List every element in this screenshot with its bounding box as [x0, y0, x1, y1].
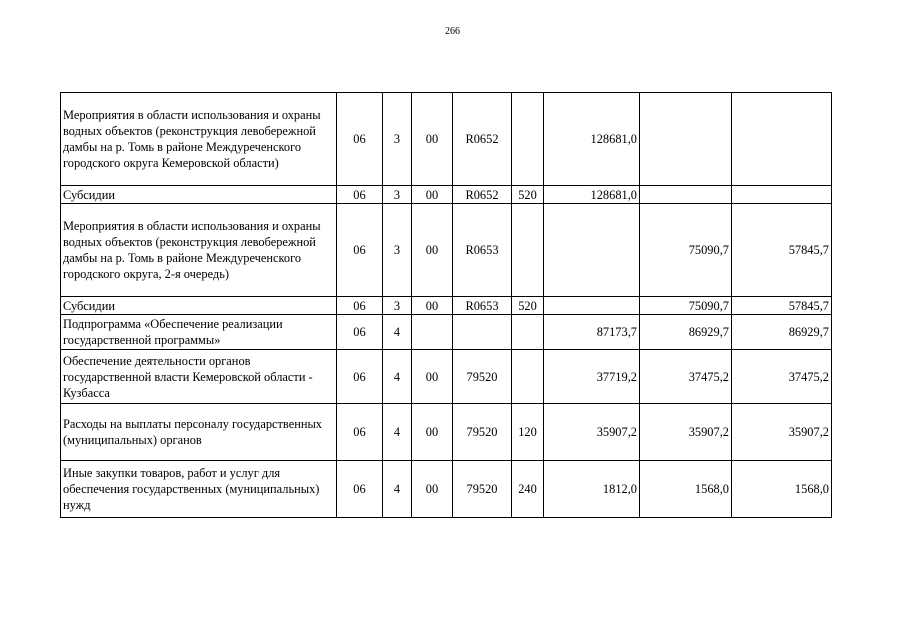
- row-vr: [512, 350, 544, 404]
- row-sum-2: 35907,2: [640, 404, 732, 461]
- table-row: [61, 297, 832, 315]
- row-code: R0653: [453, 204, 512, 297]
- row-cs: 00: [412, 297, 453, 315]
- row-name: Мероприятия в области использования и охраны водных объектов (реконструкция левобережной дамбы на р. Томь в районе Междуреченского городского округа, 2-я очередь): [61, 204, 337, 297]
- row-sum-2: [640, 93, 732, 186]
- row-sum-1: 128681,0: [544, 186, 640, 204]
- row-cs: 00: [412, 204, 453, 297]
- row-pr: 4: [383, 461, 412, 518]
- row-rz: 06: [337, 204, 383, 297]
- row-name: Мероприятия в области использования и охраны водных объектов (реконструкция левобережной дамбы на р. Томь в районе Междуреченского городского округа Кемеровской области): [61, 93, 337, 186]
- table-row: [61, 204, 832, 297]
- row-name: Расходы на выплаты персоналу государственных (муниципальных) органов: [61, 404, 337, 461]
- row-sum-1: 1812,0: [544, 461, 640, 518]
- row-sum-1: [544, 204, 640, 297]
- row-cs: [412, 315, 453, 350]
- row-code: [453, 315, 512, 350]
- row-pr: 4: [383, 350, 412, 404]
- row-cs: 00: [412, 404, 453, 461]
- table-row: [61, 93, 832, 186]
- row-name: Обеспечение деятельности органов государственной власти Кемеровской области - Кузбасса: [61, 350, 337, 404]
- row-cs: 00: [412, 186, 453, 204]
- row-name: Подпрограмма «Обеспечение реализации государственной программы»: [61, 315, 337, 350]
- table-row: [61, 461, 832, 518]
- row-sum-3: [732, 93, 832, 186]
- row-rz: 06: [337, 315, 383, 350]
- row-sum-3: 1568,0: [732, 461, 832, 518]
- row-sum-2: [640, 186, 732, 204]
- row-rz: 06: [337, 404, 383, 461]
- row-code: R0652: [453, 186, 512, 204]
- row-sum-1: 87173,7: [544, 315, 640, 350]
- row-code: 79520: [453, 350, 512, 404]
- budget-table: [60, 92, 832, 518]
- row-vr: 520: [512, 186, 544, 204]
- row-pr: 4: [383, 404, 412, 461]
- table-row: [61, 350, 832, 404]
- row-sum-3: 35907,2: [732, 404, 832, 461]
- row-sum-3: [732, 186, 832, 204]
- row-vr: 120: [512, 404, 544, 461]
- row-sum-3: 86929,7: [732, 315, 832, 350]
- table-row: [61, 315, 832, 350]
- row-vr: 240: [512, 461, 544, 518]
- row-vr: [512, 93, 544, 186]
- row-sum-1: 128681,0: [544, 93, 640, 186]
- row-vr: [512, 204, 544, 297]
- row-name: Иные закупки товаров, работ и услуг для обеспечения государственных (муниципальных) нужд: [61, 461, 337, 518]
- row-sum-1: 37719,2: [544, 350, 640, 404]
- row-cs: 00: [412, 93, 453, 186]
- row-sum-1: 35907,2: [544, 404, 640, 461]
- row-pr: 4: [383, 315, 412, 350]
- row-sum-3: 57845,7: [732, 297, 832, 315]
- row-code: 79520: [453, 461, 512, 518]
- row-sum-3: 37475,2: [732, 350, 832, 404]
- row-rz: 06: [337, 350, 383, 404]
- row-sum-2: 37475,2: [640, 350, 732, 404]
- row-code: 79520: [453, 404, 512, 461]
- row-pr: 3: [383, 297, 412, 315]
- row-pr: 3: [383, 93, 412, 186]
- table-row: [61, 404, 832, 461]
- row-rz: 06: [337, 461, 383, 518]
- row-pr: 3: [383, 186, 412, 204]
- row-sum-2: 75090,7: [640, 297, 732, 315]
- row-cs: 00: [412, 461, 453, 518]
- row-sum-1: [544, 297, 640, 315]
- page-number: 266: [445, 26, 460, 37]
- row-pr: 3: [383, 204, 412, 297]
- row-cs: 00: [412, 350, 453, 404]
- row-rz: 06: [337, 93, 383, 186]
- row-sum-2: 75090,7: [640, 204, 732, 297]
- row-sum-3: 57845,7: [732, 204, 832, 297]
- row-rz: 06: [337, 297, 383, 315]
- row-sum-2: 86929,7: [640, 315, 732, 350]
- row-rz: 06: [337, 186, 383, 204]
- row-code: R0653: [453, 297, 512, 315]
- row-name: Субсидии: [61, 297, 337, 315]
- row-sum-2: 1568,0: [640, 461, 732, 518]
- row-name: Субсидии: [61, 186, 337, 204]
- row-vr: [512, 315, 544, 350]
- row-vr: 520: [512, 297, 544, 315]
- table-row: [61, 186, 832, 204]
- row-code: R0652: [453, 93, 512, 186]
